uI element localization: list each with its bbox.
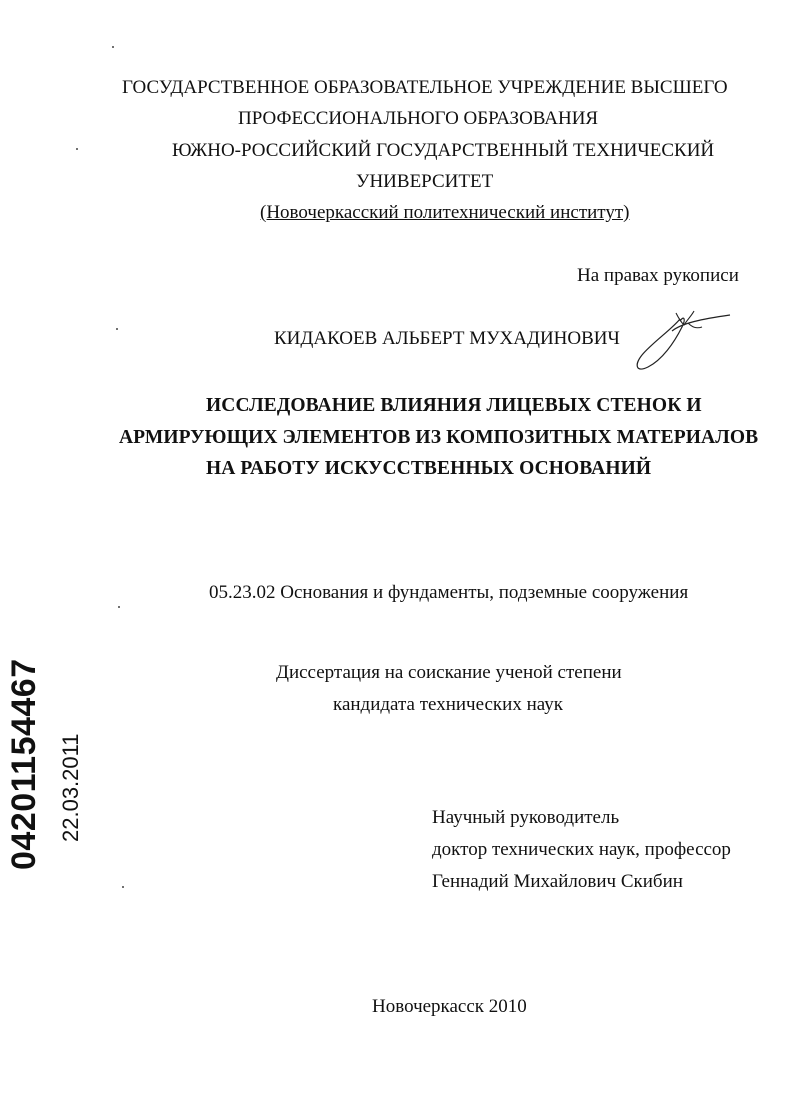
header-line-2: ПРОФЕССИОНАЛЬНОГО ОБРАЗОВАНИЯ — [238, 108, 599, 129]
scan-speck — [116, 328, 118, 330]
specialty: 05.23.02 Основания и фундаменты, подземные сооружения — [209, 582, 689, 603]
author-name: КИДАКОЕВ АЛЬБЕРТ МУХАДИНОВИЧ — [274, 328, 620, 349]
scan-speck — [118, 606, 120, 608]
header-line-5: (Новочеркасский политехнический институт) — [260, 202, 630, 223]
supervisor-title: доктор технических наук, профессор — [432, 839, 731, 860]
supervisor-label: Научный руководитель — [432, 807, 620, 828]
degree-line-2: кандидата технических наук — [333, 694, 563, 715]
scan-speck — [76, 148, 78, 150]
stamp-date: 22.03.2011 — [58, 733, 83, 842]
scan-speck — [122, 886, 124, 888]
signature-icon — [622, 305, 734, 375]
thesis-title-line-3: НА РАБОТУ ИСКУССТВЕННЫХ ОСНОВАНИЙ — [206, 458, 652, 479]
stamp-number: 04201154467 — [5, 658, 43, 870]
degree-line-1: Диссертация на соискание ученой степени — [276, 662, 622, 683]
manuscript-note: На правах рукописи — [577, 265, 739, 286]
thesis-title-line-2: АРМИРУЮЩИХ ЭЛЕМЕНТОВ ИЗ КОМПОЗИТНЫХ МАТЕРИАЛОВ — [119, 427, 759, 448]
city-year: Новочеркасск 2010 — [372, 996, 527, 1017]
header-line-1: ГОСУДАРСТВЕННОЕ ОБРАЗОВАТЕЛЬНОЕ УЧРЕЖДЕНИЕ ВЫСШЕГО — [122, 77, 728, 98]
header-line-3: ЮЖНО-РОССИЙСКИЙ ГОСУДАРСТВЕННЫЙ ТЕХНИЧЕСКИЙ — [172, 140, 715, 161]
thesis-title-line-1: ИССЛЕДОВАНИЕ ВЛИЯНИЯ ЛИЦЕВЫХ СТЕНОК И — [206, 395, 702, 416]
header-line-4: УНИВЕРСИТЕТ — [356, 171, 494, 192]
scan-speck — [112, 46, 114, 48]
supervisor-name: Геннадий Михайлович Скибин — [432, 871, 683, 892]
